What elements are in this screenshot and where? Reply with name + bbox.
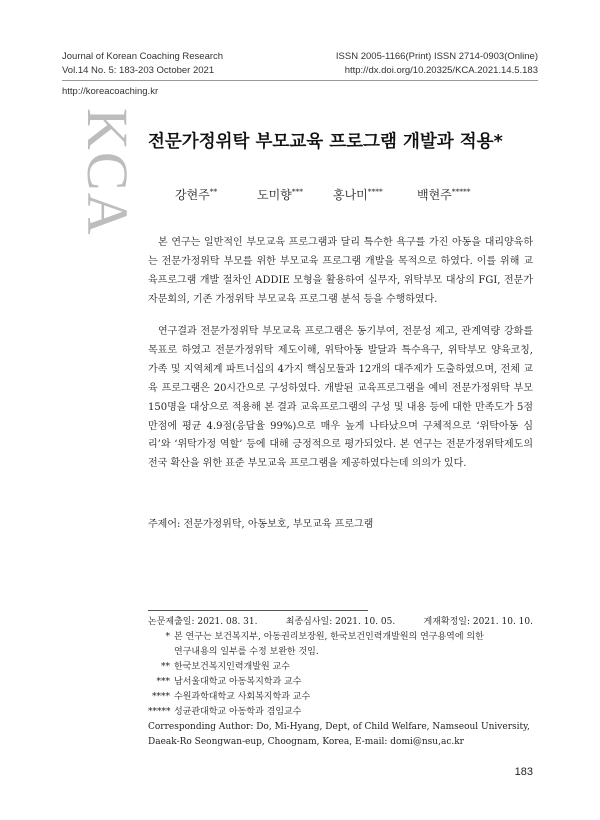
author-4: 백현주***** (417, 187, 471, 202)
paper-title: 전문가정위탁 부모교육 프로그램 개발과 적용* (148, 132, 503, 152)
corresponding-author: Corresponding Author: Do, Mi-Hyang, Dept, of Child Welfare, Namseoul University, (148, 722, 530, 732)
keywords: 주제어: 전문가정위탁, 아동보호, 부모교육 프로그램 (148, 519, 374, 530)
footnote-author-2: *** 남서울대학교 아동복지학과 교수 (156, 677, 302, 687)
author-2: 도미향*** (257, 187, 304, 202)
journal-name: Journal of Korean Coaching Research (62, 51, 224, 62)
journal-url[interactable]: http://koreacoaching.kr (62, 86, 159, 97)
footnote-author-3: **** 수원과학대학교 사회복지학과 교수 (152, 692, 311, 702)
issn-info: ISSN 2005-1166(Print) ISSN 2714-0903(Online) (335, 51, 538, 62)
page-number: 183 (514, 766, 533, 778)
footnote-author-4: ***** 성균관대학교 아동학과 겸임교수 (148, 707, 302, 717)
paper-dates (148, 615, 533, 630)
kca-logo: KCA (75, 108, 140, 237)
abstract-paragraph-2: 연구결과 전문가정위탁 부모교육 프로그램은 동기부여, 전문성 제고, 관계역량 강화를 목표로 하였고 전문가정위탁 제도이해, 위탁아동 발달과 특수욕구, 위탁부모 양육코칭, 가족 및 지역체계 파트너십의 4가지 핵심모듈과 12개의 대주제가 도출하였으며, 전체 교육 프로그램은 20시간으로 구성하였다. 개발된 교육프로그램을 예비 전문가정위탁 부모 150명을 대상으로 적용해 본 결과 교육프로그램의 구성 및 내용 등에 대한 만족도가 5점 만점에 평균 4.9점(응답율 99%)으로 매우 높게 나타났으며 구체적으로 ‘위탁아동 심리’와 ‘위탁가정 역할’ 등에 대해 긍정적으로 평가되었다. 본 연구는 전문가정위탁제도의 전국 확산을 위한 표준 부모교육 프로그램을 제공하였다는데 의의가 있다. (148, 326, 533, 470)
volume-info: Vol.14 No. 5: 183-203 October 2021 (62, 65, 215, 76)
reviewed-date: 최종심사일: 2021. 10. 05. (285, 617, 396, 627)
footnote-funding: * 본 연구는 보건복지부, 아동권리보장원, 한국보건인력개발원의 연구용역에 의한 (165, 632, 484, 642)
accepted-date: 게재확정일: 2021. 10. 10. (423, 617, 533, 627)
corresponding-address: Daeak-Ro Seongwan-eup, Choognam, Korea, E-mail: domi@nsu,ac.kr (148, 737, 464, 747)
doi-link[interactable]: http://dx.doi.org/10.20325/KCA.2021.14.5.183 (344, 65, 538, 76)
footnote-funding-cont: 연구내용의 일부를 수정 보완한 것임. (174, 647, 319, 657)
submitted-date: 논문제출일: 2021. 08. 31. (148, 617, 258, 627)
abstract-paragraph-1: 본 연구는 일반적인 부모교육 프로그램과 달리 특수한 욕구를 가진 아동을 대리양육하는 전문가정위탁 부모를 위한 부모교육 프로그램 개발을 목적으로 하였다. 이를 위해 교육프로그램 개발 절차인 ADDIE 모형을 활용하여 실무자, 위탁부모 대상의 FGI, 전문가 자문회의, 기존 가정위탁 부모교육 프로그램 분석 등을 수행하였다. (148, 237, 533, 305)
header-divider (62, 80, 538, 81)
footnote-divider (148, 610, 368, 611)
footnote-author-1: ** 한국보건복지인력개발원 교수 (161, 662, 290, 672)
author-3: 홍나미**** (333, 187, 383, 202)
author-1: 강현주** (175, 187, 218, 202)
